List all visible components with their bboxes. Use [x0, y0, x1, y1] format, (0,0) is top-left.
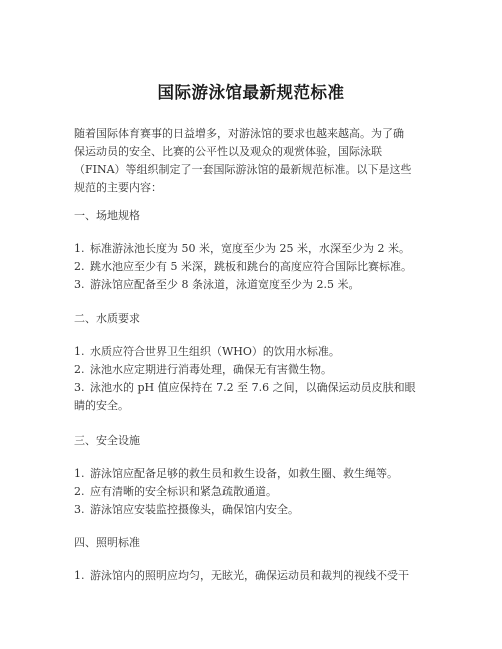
intro-line: （FINA）等组织制定了一套国际游泳馆的最新规范标准。以下是这些 — [74, 163, 412, 176]
section-heading-venue: 一、场地规格 — [74, 209, 140, 222]
list-item — [74, 567, 409, 585]
section-heading-safety: 三、安全设施 — [74, 434, 140, 447]
list-item — [74, 361, 332, 379]
list-item — [74, 465, 398, 483]
item-text: 水质应符合世界卫生组织（WHO）的饮用水标准。 — [90, 345, 340, 358]
item-number: 3. — [74, 381, 85, 394]
list-item-continuation — [74, 397, 129, 415]
item-text: 游泳馆应配备至少 8 条泳道，泳道宽度至少为 2.5 米。 — [90, 278, 360, 291]
item-number: 3. — [74, 278, 85, 291]
item-number: 1. — [74, 569, 85, 582]
item-text: 游泳馆应配备足够的救生员和救生设备，如救生圈、救生绳等。 — [90, 467, 398, 480]
item-number: 2. — [74, 363, 85, 376]
list-item — [74, 483, 277, 501]
item-text: 睛的安全。 — [74, 399, 129, 412]
list-item — [74, 379, 416, 397]
section-heading-water-quality: 二、水质要求 — [74, 312, 140, 325]
item-text: 泳池水应定期进行消毒处理，确保无有害微生物。 — [90, 363, 332, 376]
list-item — [74, 276, 359, 294]
list-item — [74, 240, 410, 258]
item-text: 应有清晰的安全标识和紧急疏散通道。 — [90, 485, 277, 498]
item-text: 泳池水的 pH 值应保持在 7.2 至 7.6 之间，以确保运动员皮肤和眼 — [90, 381, 416, 394]
intro-paragraph — [74, 125, 434, 197]
item-text: 游泳馆应安装监控摄像头，确保馆内安全。 — [90, 503, 299, 516]
section-heading-lighting: 四、照明标准 — [74, 536, 140, 549]
intro-line: 随着国际体育赛事的日益增多，对游泳馆的要求也越来越高。为了确 — [74, 127, 404, 140]
intro-line: 保运动员的安全、比赛的公平性以及观众的观赏体验，国际泳联 — [74, 145, 382, 158]
list-item — [74, 343, 340, 361]
intro-line: 规范的主要内容： — [74, 181, 162, 194]
item-number: 1. — [74, 242, 85, 255]
item-number: 1. — [74, 345, 85, 358]
item-number: 2. — [74, 260, 85, 273]
item-number: 1. — [74, 467, 85, 480]
document-title: 国际游泳馆最新规范标准 — [157, 83, 345, 102]
list-item — [74, 258, 412, 276]
item-text: 跳水池应至少有 5 米深，跳板和跳台的高度应符合国际比赛标准。 — [90, 260, 412, 273]
list-item — [74, 501, 299, 519]
item-number: 3. — [74, 503, 85, 516]
item-number: 2. — [74, 485, 85, 498]
item-text: 游泳馆内的照明应均匀，无眩光，确保运动员和裁判的视线不受干 — [90, 569, 409, 582]
item-text: 标准游泳池长度为 50 米，宽度至少为 25 米，水深至少为 2 米。 — [90, 242, 410, 255]
